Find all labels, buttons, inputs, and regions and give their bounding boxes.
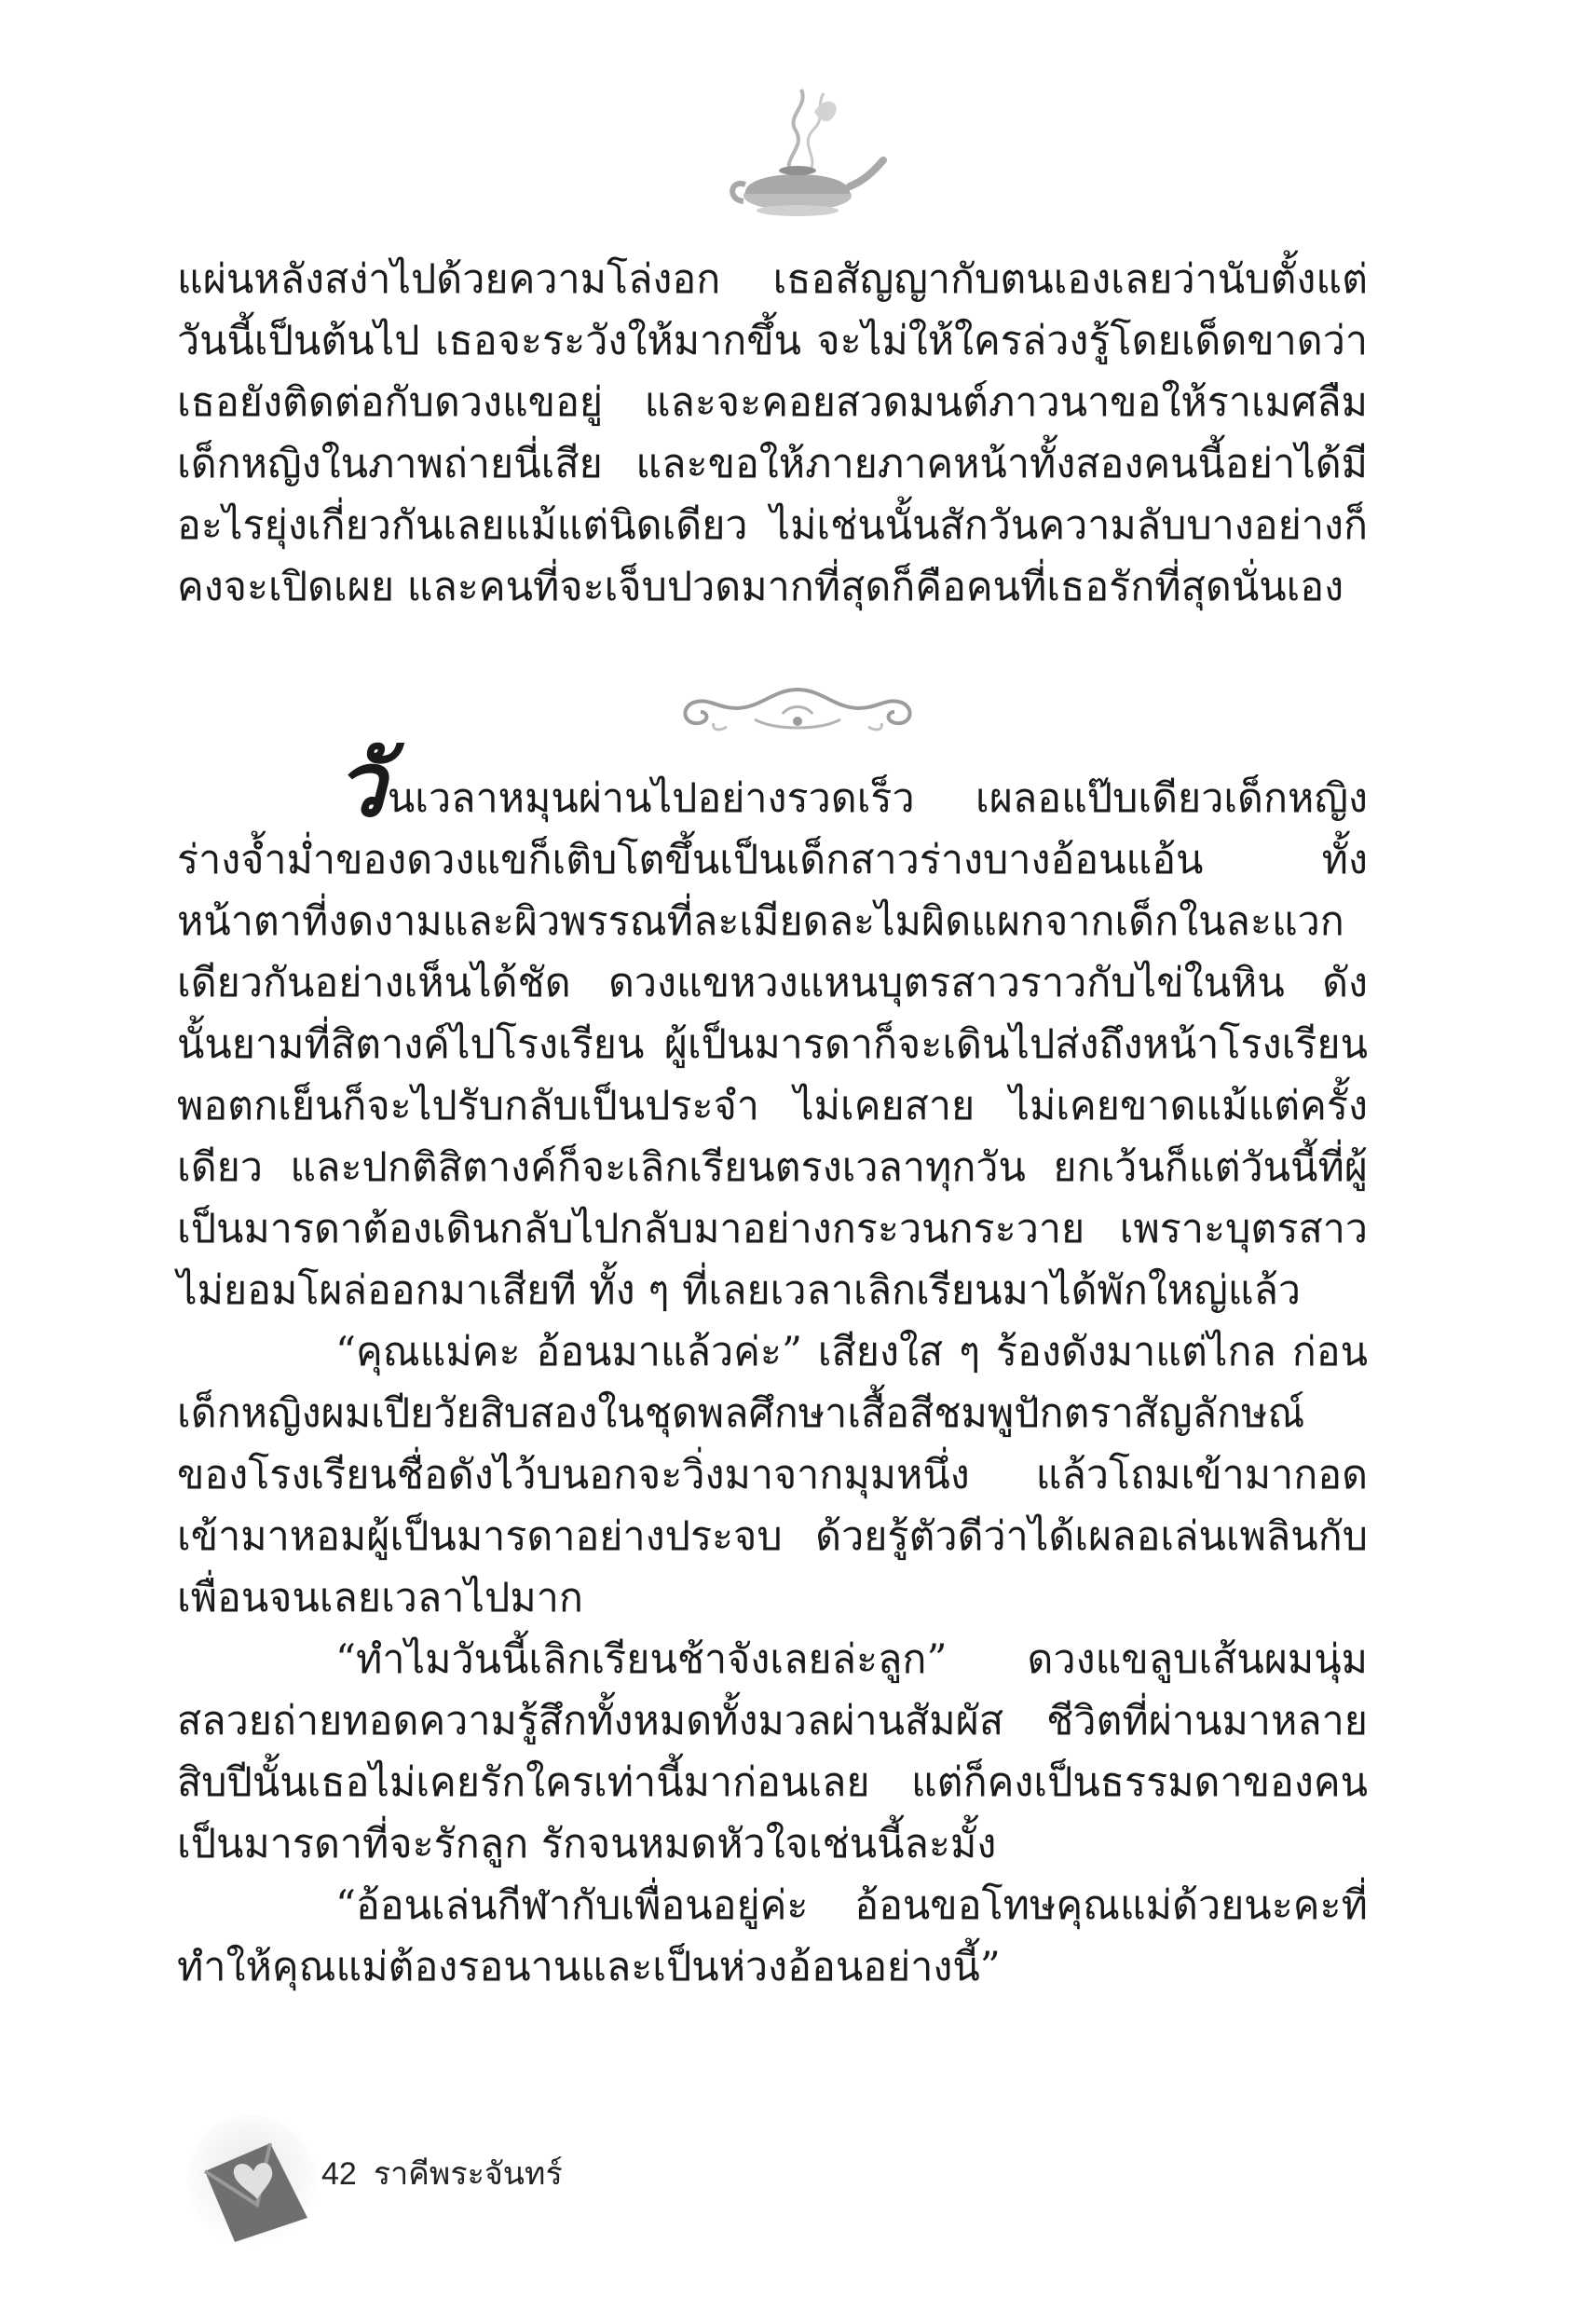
paragraph-opening-text: นเวลาหมุนผ่านไปอย่างรวดเร็ว เผลอแป๊บเดียวเด็กหญิงร่างจ้ำม่ำของดวงแขก็เติบโตขึ้นเป็นเด็กสาวร่างบางอ้อนแอ้น ทั้งหน้าตาที่งดงามและผิวพรรณที่ละเมียดละไมผิดแผกจากเด็กในละแวกเดียวกันอย่างเห็นได้ชัด ดวงแขหวงแหนบุตรสาวราวกับไข่ในหิน ดังนั้นยามที่สิตางค์ไปโรงเรียน ผู้เป็นมารดาก็จะเดินไปส่งถึงหน้าโรงเรียน พอตกเย็นก็จะไปรับกลับเป็นประจำ ไม่เคยสาย ไม่เคยขาดแม้แต่ครั้งเดียว และปกติสิตางค์ก็จะเลิกเรียนตรงเวลาทุกวัน ยกเว้นก็แต่วันนี้ที่ผู้เป็นมารดาต้องเดินกลับไปกลับมาอย่างกระวนกระวาย เพราะบุตรสาวไม่ยอมโผล่ออกมาเสียที ทั้ง ๆ ที่เลยเวลาเลิกเรียนมาได้พักใหญ่แล้ว (177, 775, 1368, 1314)
page-footer (321, 2148, 580, 2198)
text-block-1 (177, 249, 1368, 618)
paragraph: “ทำไมวันนี้เลิกเรียนช้าจังเลยล่ะลูก” ดวงแขลูบเส้นผมนุ่มสลวยถ่ายทอดความรู้สึกทั้งหมดทั้งมวลผ่านสัมผัส ชีวิตที่ผ่านมาหลายสิบปีนั้นเธอไม่เคยรักใครเท่านี้มาก่อนเลย แต่ก็คงเป็นธรรมดาของคนเป็นมารดาที่จะรักลูก รักจนหมดหัวใจเช่นนี้ละมั้ง (177, 1636, 1368, 1867)
floral-scroll-divider-icon (671, 671, 924, 745)
book-title: ราคีพระจันทร์ (373, 2156, 563, 2192)
paragraph-opening (177, 732, 1368, 1321)
text-block-2 (177, 732, 1368, 1998)
page-number: 42 (321, 2156, 357, 2192)
drop-cap: วั (335, 732, 386, 837)
paragraph: “คุณแม่คะ อ้อนมาแล้วค่ะ” เสียงใส ๆ ร้องดังมาแต่ไกล ก่อนเด็กหญิงผมเปียวัยสิบสองในชุดพลศึกษาเสื้อสีชมพูปักตราสัญลักษณ์ของโรงเรียนชื่อดังไว้บนอกจะวิ่งมาจากมุมหนึ่ง แล้วโถมเข้ามากอด เข้ามาหอมผู้เป็นมารดาอย่างประจบ ด้วยรู้ตัวดีว่าได้เผลอเล่นเพลินกับเพื่อนจนเลยเวลาไปมาก (177, 1329, 1368, 1621)
envelope-heart-icon (177, 2115, 326, 2255)
paragraph: “อ้อนเล่นกีฬากับเพื่อนอยู่ค่ะ อ้อนขอโทษคุณแม่ด้วยนะคะที่ทำให้คุณแม่ต้องรอนานและเป็นห่วงอ้อนอย่างนี้” (177, 1882, 1368, 1990)
paragraph: แผ่นหลังสง่าไปด้วยความโล่งอก เธอสัญญากับตนเองเลยว่านับตั้งแต่วันนี้เป็นต้นไป เธอจะระวังให้มากขึ้น จะไม่ให้ใครล่วงรู้โดยเด็ดขาดว่าเธอยังติดต่อกับดวงแขอยู่ และจะคอยสวดมนต์ภาวนาขอให้ราเมศลืมเด็กหญิงในภาพถ่ายนี่เสีย และขอให้ภายภาคหน้าทั้งสองคนนี้อย่าได้มีอะไรยุ่งเกี่ยวกันเลยแม้แต่นิดเดียว ไม่เช่นนั้นสักวันความลับบางอย่างก็คงจะเปิดเผย และคนที่จะเจ็บปวดมากที่สุดก็คือคนที่เธอรักที่สุดนั่นเอง (177, 256, 1368, 610)
teapot-steam-ornament-icon (704, 75, 891, 224)
